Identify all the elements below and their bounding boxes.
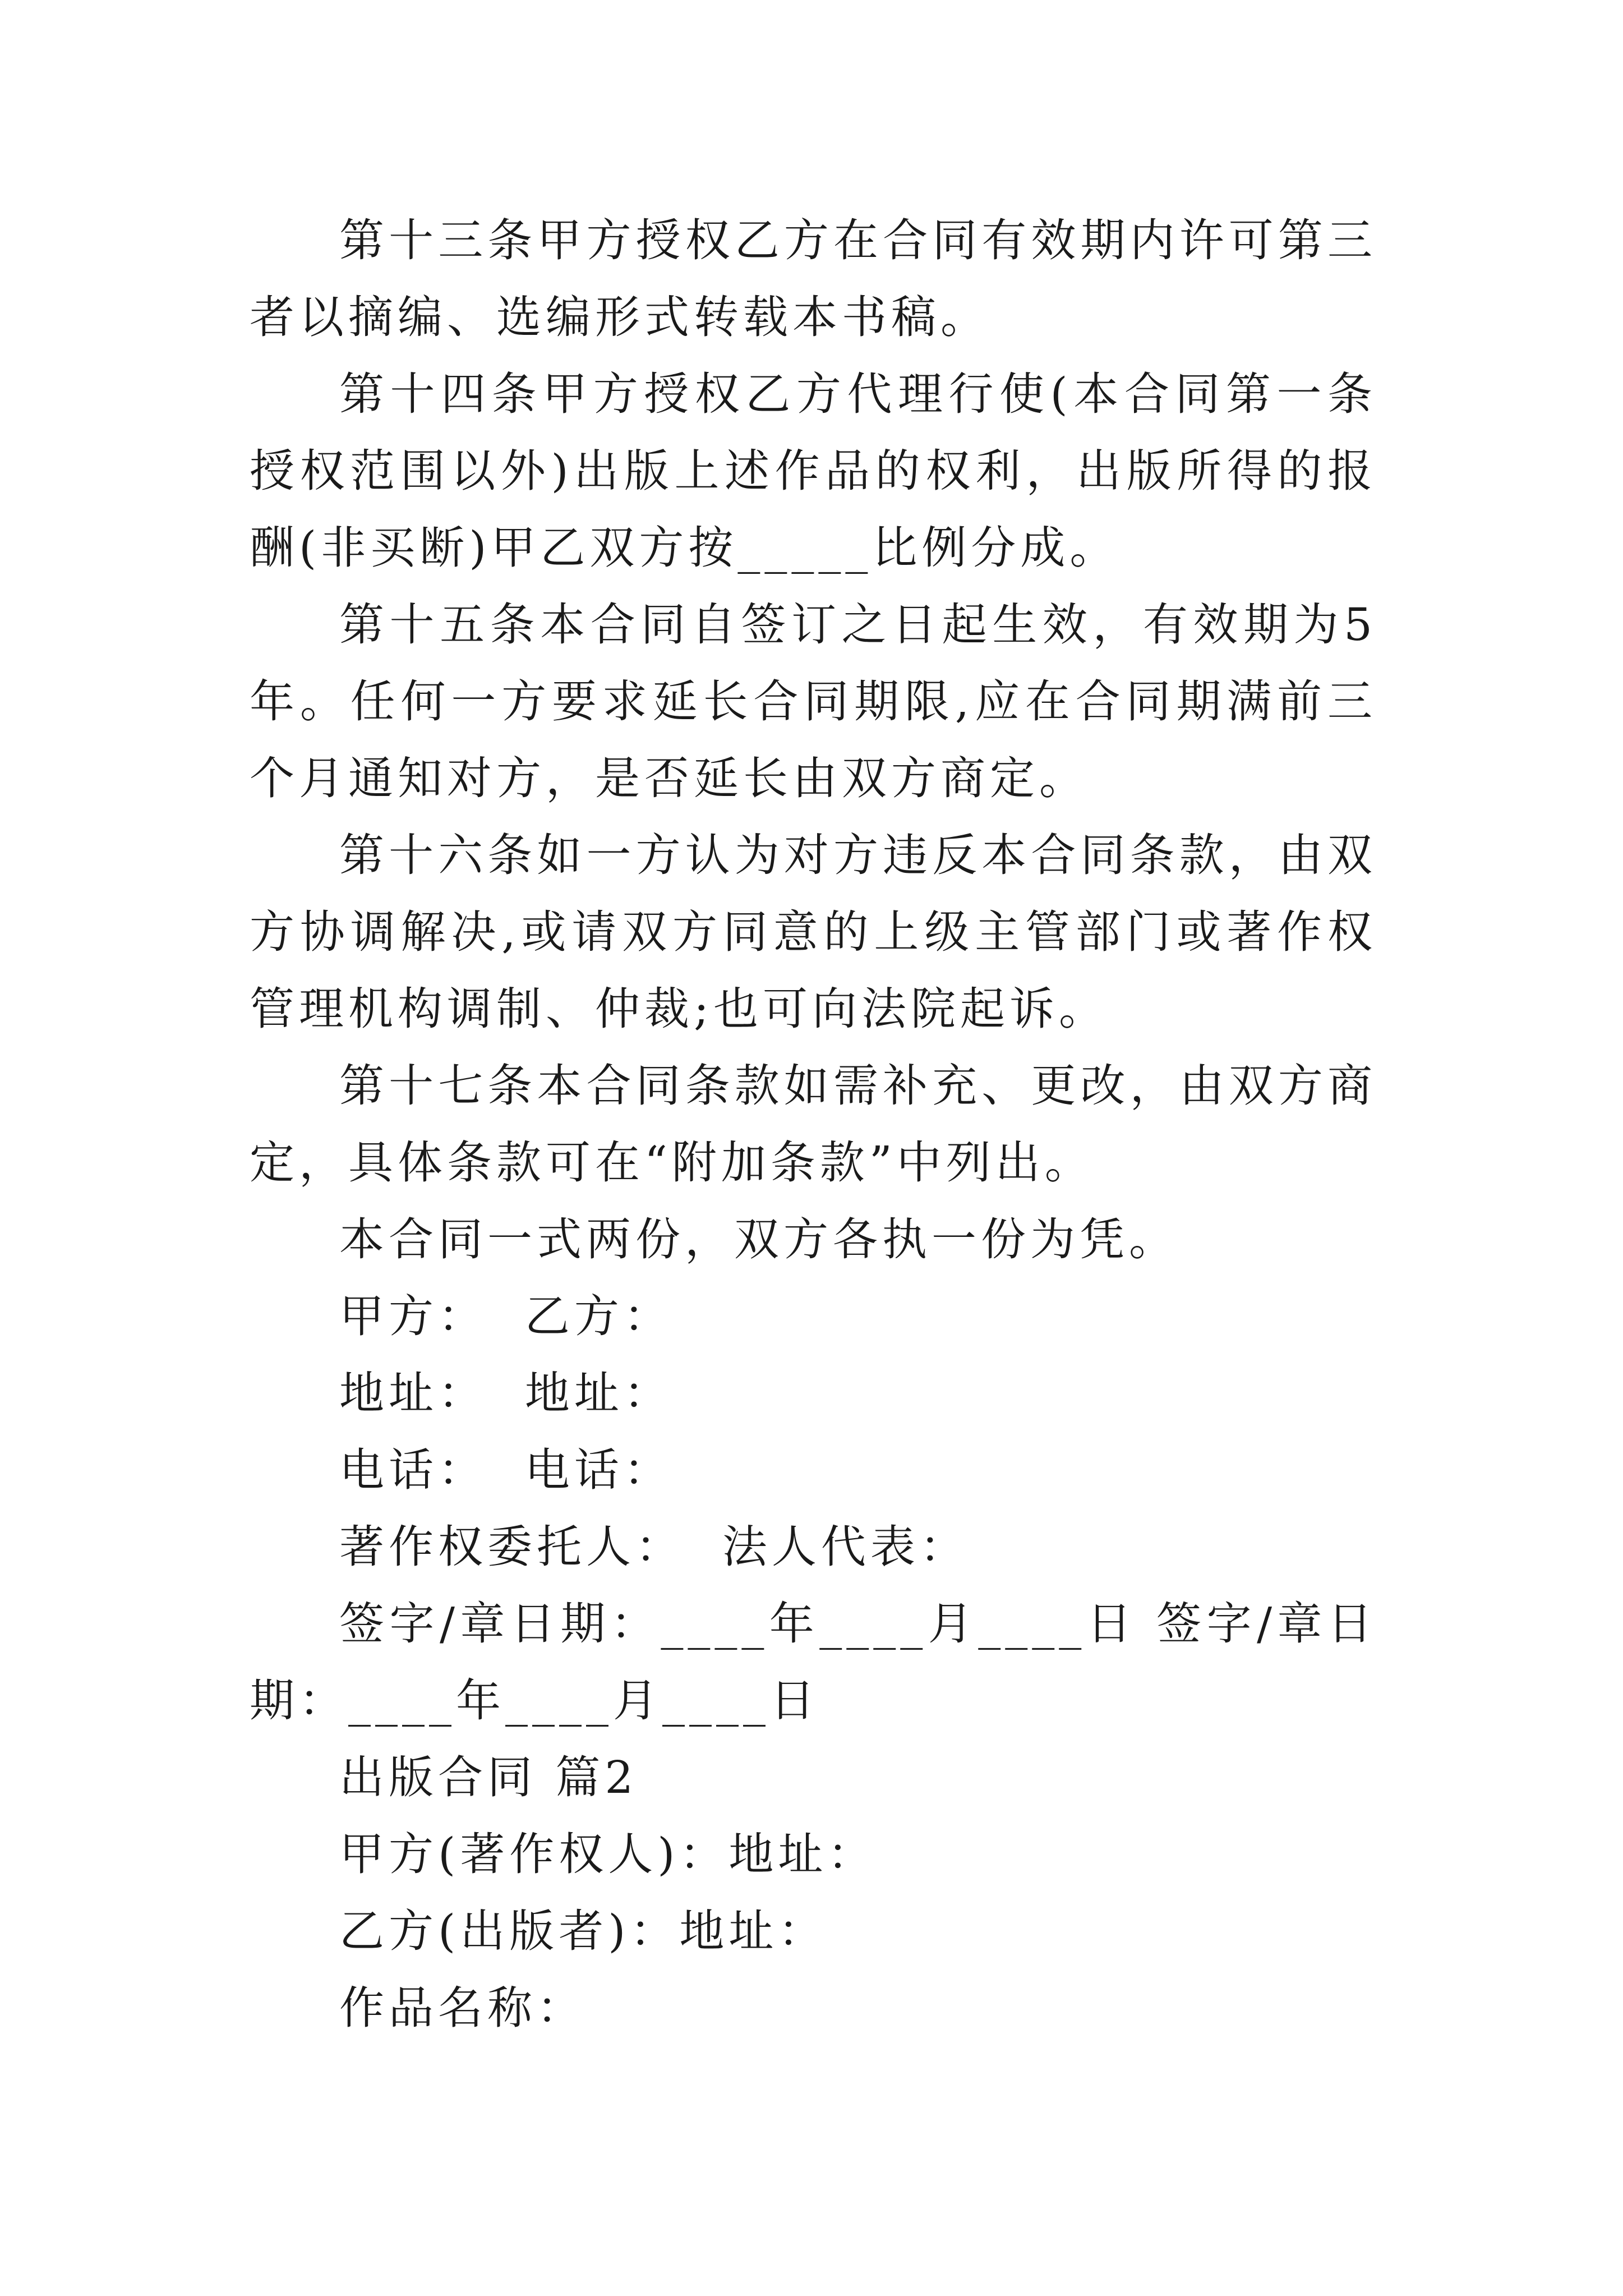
clause-13: 第十三条甲方授权乙方在合同有效期内许可第三者以摘编、选编形式转载本书稿。 [250, 214, 1377, 343]
representative-line: 著作权委托人： 法人代表： [339, 1521, 969, 1573]
clause-14: 第十四条甲方授权乙方代理行使(本合同第一条授权范围以外)出版上述作品的权利，出版所得的报酬(非买断)甲乙双方按_____比例分成。 [250, 368, 1377, 574]
clause-16: 第十六条如一方认为对方违反本合同条款，由双方协调解决,或请双方同意的上级主管部门或著作权管理机构调制、仲裁;也可向法院起诉。 [250, 829, 1377, 1035]
clause-17: 第十七条本合同条款如需补充、更改，由双方商定，具体条款可在“附加条款”中列出。 [250, 1060, 1377, 1189]
party-line: 甲方： 乙方： [339, 1290, 673, 1342]
signature-date-line: 签字/章日期：____年____月____日 签字/章日期：____年____月____日 [250, 1598, 1377, 1727]
party-a-line: 甲方(著作权人)：地址： [339, 1828, 877, 1880]
section-heading: 出版合同 篇2 [339, 1751, 638, 1803]
address-line: 地址： 地址： [339, 1367, 673, 1419]
copies-statement: 本合同一式两份，双方各执一份为凭。 [339, 1213, 1178, 1266]
work-title-line: 作品名称： [339, 1982, 586, 2034]
party-b-line: 乙方(出版者)：地址： [339, 1905, 828, 1957]
contract-text [250, 202, 1377, 2046]
phone-line: 电话： 电话： [339, 1444, 673, 1496]
clause-15: 第十五条本合同自签订之日起生效，有效期为5年。任何一方要求延长合同期限,应在合同期满前三个月通知对方，是否延长由双方商定。 [250, 599, 1377, 804]
